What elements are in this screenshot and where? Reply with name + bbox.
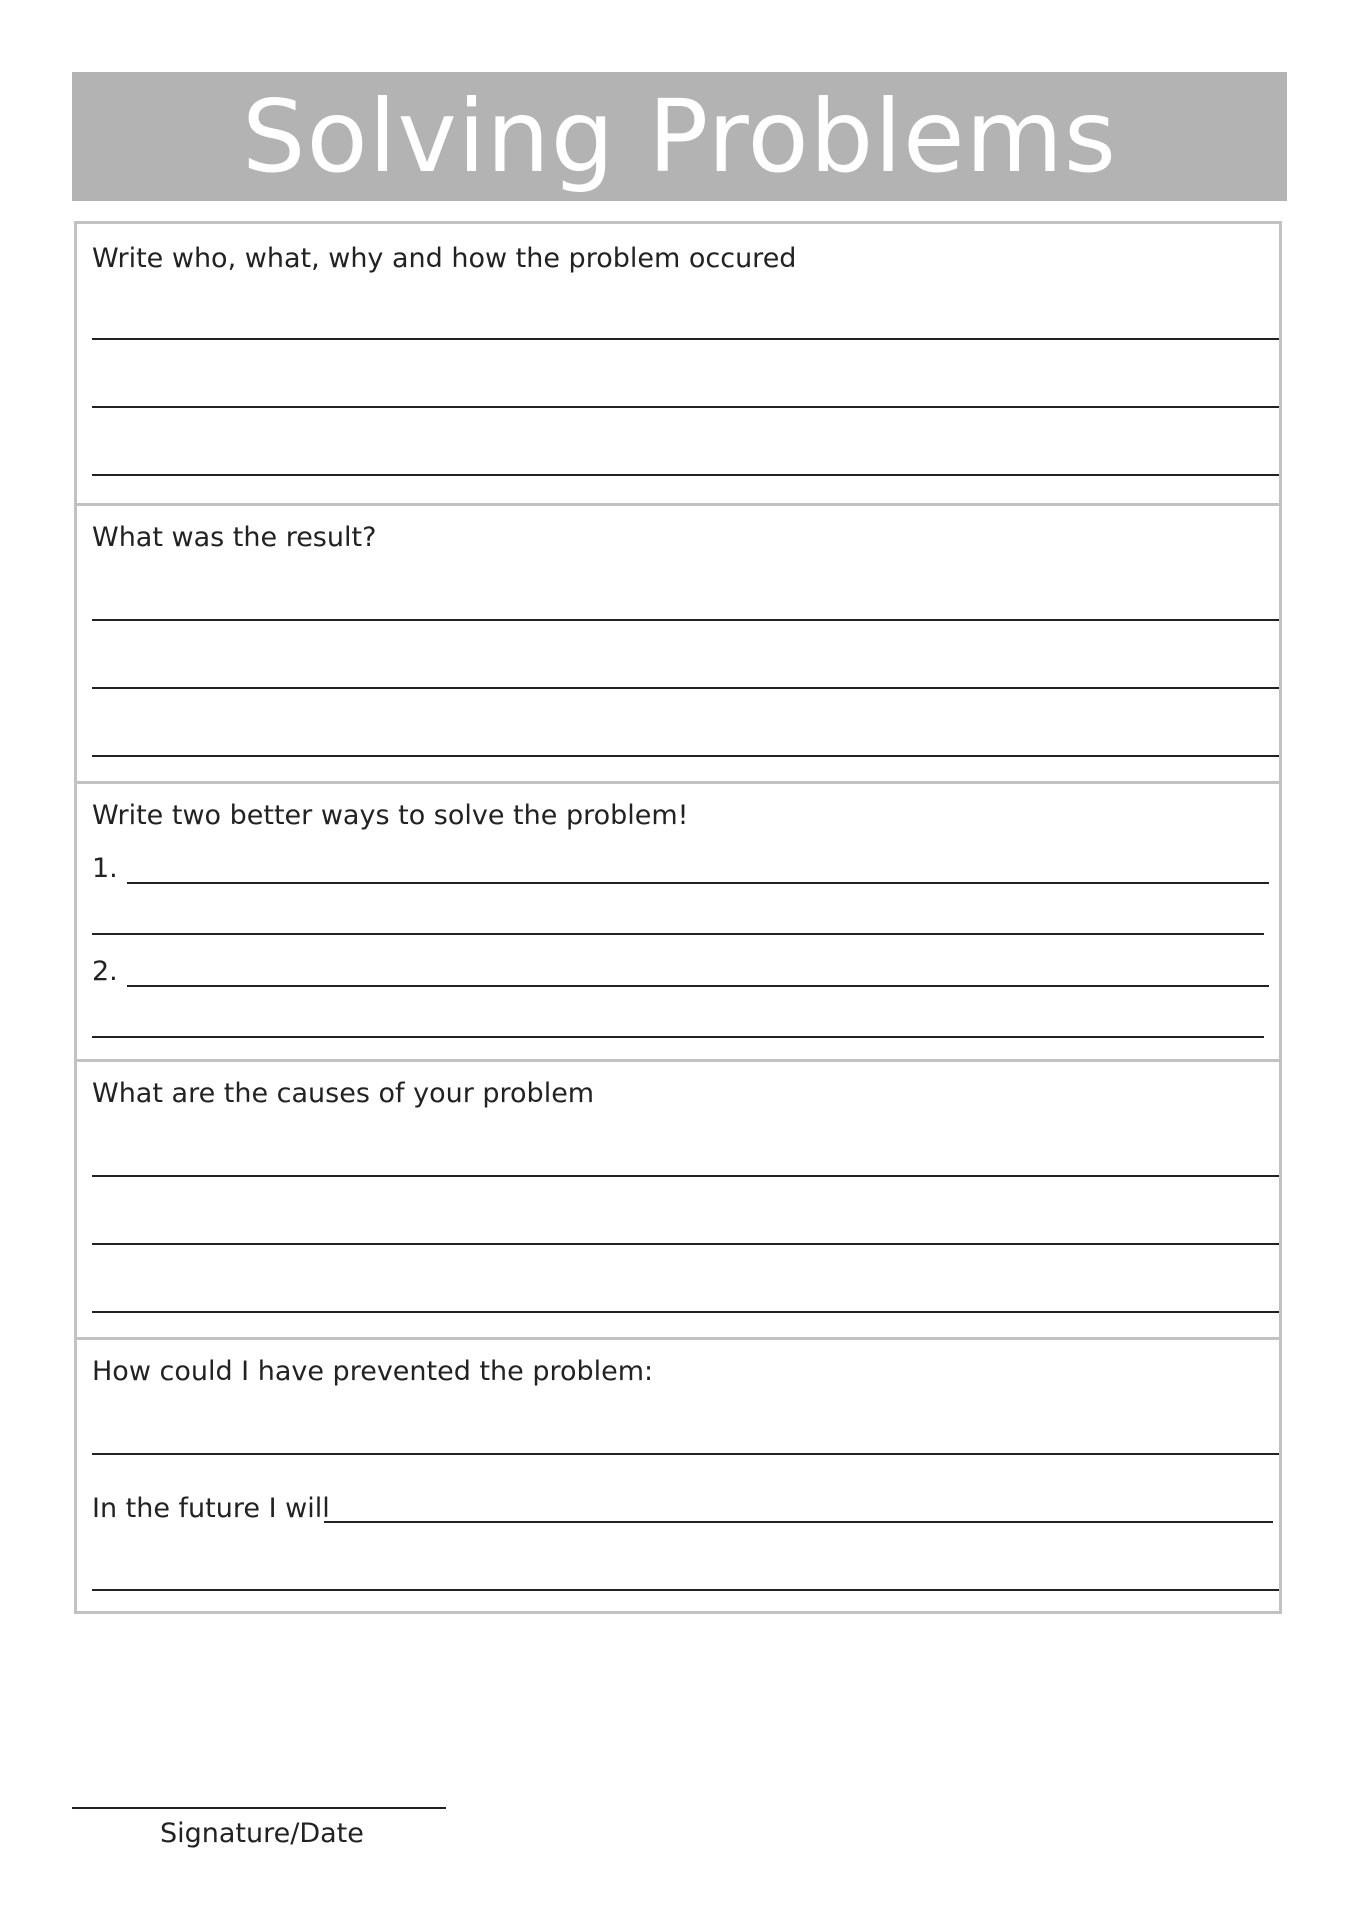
writing-line[interactable] <box>92 755 1279 757</box>
writing-line[interactable] <box>92 1175 1279 1177</box>
writing-line[interactable] <box>92 1589 1279 1591</box>
section-prompt: What was the result? <box>92 522 377 553</box>
writing-line[interactable] <box>324 1521 1273 1523</box>
section-causes <box>77 1059 1279 1337</box>
section-prompt: Write two better ways to solve the problem! <box>92 800 689 831</box>
followup-prompt: In the future I will <box>92 1493 330 1524</box>
section-prompt: Write who, what, why and how the problem occured <box>92 243 797 274</box>
writing-line[interactable] <box>92 1453 1279 1455</box>
writing-line[interactable] <box>127 882 1269 884</box>
section-prompt: How could I have prevented the problem: <box>92 1356 654 1387</box>
section-prevention <box>77 1337 1279 1611</box>
writing-line[interactable] <box>92 1036 1264 1038</box>
section-result <box>77 503 1279 781</box>
signature-label: Signature/Date <box>160 1818 364 1849</box>
item-number: 1. <box>92 853 118 884</box>
writing-line[interactable] <box>92 474 1279 476</box>
writing-line[interactable] <box>92 619 1279 621</box>
writing-line[interactable] <box>92 933 1264 935</box>
signature-line[interactable] <box>72 1807 446 1809</box>
writing-line[interactable] <box>92 687 1279 689</box>
writing-line[interactable] <box>127 985 1269 987</box>
writing-line[interactable] <box>92 1311 1279 1313</box>
writing-line[interactable] <box>92 338 1279 340</box>
title-banner <box>72 72 1287 201</box>
worksheet-box <box>74 221 1282 1614</box>
section-problem-description <box>77 224 1279 503</box>
section-prompt: What are the causes of your problem <box>92 1078 595 1109</box>
section-better-ways <box>77 781 1279 1059</box>
page-title: Solving Problems <box>242 77 1117 195</box>
item-number: 2. <box>92 956 118 987</box>
writing-line[interactable] <box>92 406 1279 408</box>
writing-line[interactable] <box>92 1243 1279 1245</box>
